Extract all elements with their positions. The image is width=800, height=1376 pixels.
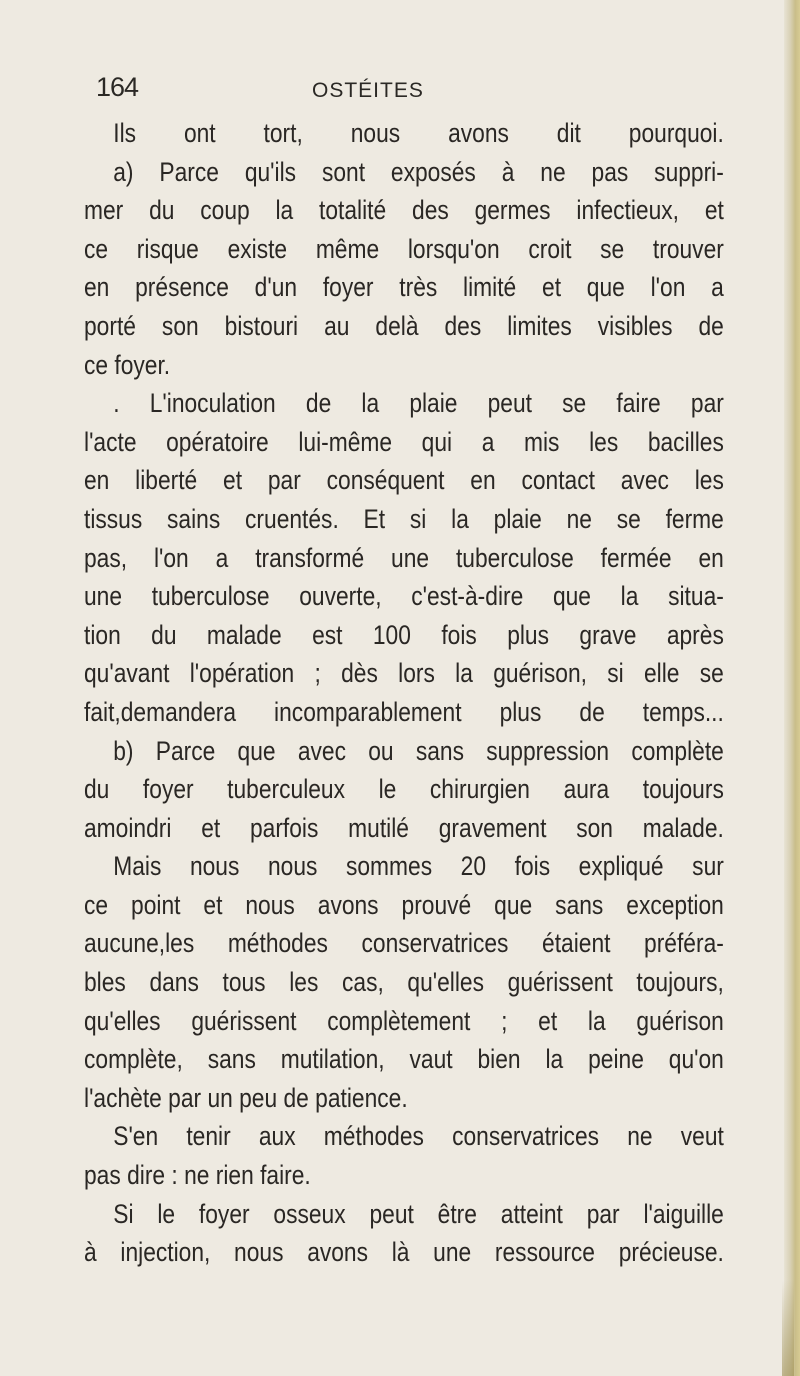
text-line: une tuberculose ouverte, c'est-à-dire que la situa- [84,581,724,612]
text-line: bles dans tous les cas, qu'elles guérissent toujours, [84,967,724,998]
text-line: . L'inoculation de la plaie peut se faire par [113,388,724,419]
text-line: pas dire : ne rien faire. [84,1160,311,1191]
text-line: mer du coup la totalité des germes infectieux, et [84,195,724,226]
text-line: ce point et nous avons prouvé que sans exception [84,889,724,920]
text-line: fait,demandera incomparablement plus de temps... [84,696,724,727]
running-title: OSTÉITES [312,79,424,102]
text-line: Mais nous nous sommes 20 fois expliqué sur [113,851,724,882]
page-edge [784,0,800,1376]
text-line: S'en tenir aux méthodes conservatrices ne veut [113,1121,724,1152]
page-header [96,72,716,102]
text-line: complète, sans mutilation, vaut bien la peine qu'on [84,1044,724,1075]
text-line: du foyer tuberculeux le chirurgien aura toujours [84,774,724,805]
body-text [84,114,724,1272]
text-line: tissus sains cruentés. Et si la plaie ne se ferme [84,503,724,534]
text-line: tion du malade est 100 fois plus grave après [84,619,724,650]
text-line: Ils ont tort, nous avons dit pourquoi. [113,118,724,148]
text-line: qu'avant l'opération ; dès lors la guérison, si elle se [84,658,724,689]
text-line: a) Parce qu'ils sont exposés à ne pas suppri- [113,156,724,187]
text-line: en présence d'un foyer très limité et que l'on a [84,272,724,303]
text-line: qu'elles guérissent complètement ; et la guérison [84,1005,724,1036]
text-line: l'achète par un peu de patience. [84,1082,408,1113]
text-line: Si le foyer osseux peut être atteint par l'aiguille [113,1198,724,1229]
page-number: 164 [96,72,139,102]
text-line: amoindri et parfois mutilé gravement son malade. [84,812,724,843]
text-line: à injection, nous avons là une ressource précieuse. [84,1237,724,1268]
page-edge-shadow [782,1280,794,1376]
text-line: b) Parce que avec ou sans suppression complète [113,735,724,766]
text-line: pas, l'on a transformé une tuberculose fermée en [84,542,724,573]
text-line: ce foyer. [84,349,171,380]
text-line: ce risque existe même lorsqu'on croit se trouver [84,233,724,264]
text-line: en liberté et par conséquent en contact avec les [84,465,724,496]
text-line: l'acte opératoire lui-même qui a mis les bacilles [84,426,724,457]
text-line: aucune,les méthodes conservatrices étaient préféra- [84,928,724,959]
text-line: porté son bistouri au delà des limites visibles de [84,310,724,341]
